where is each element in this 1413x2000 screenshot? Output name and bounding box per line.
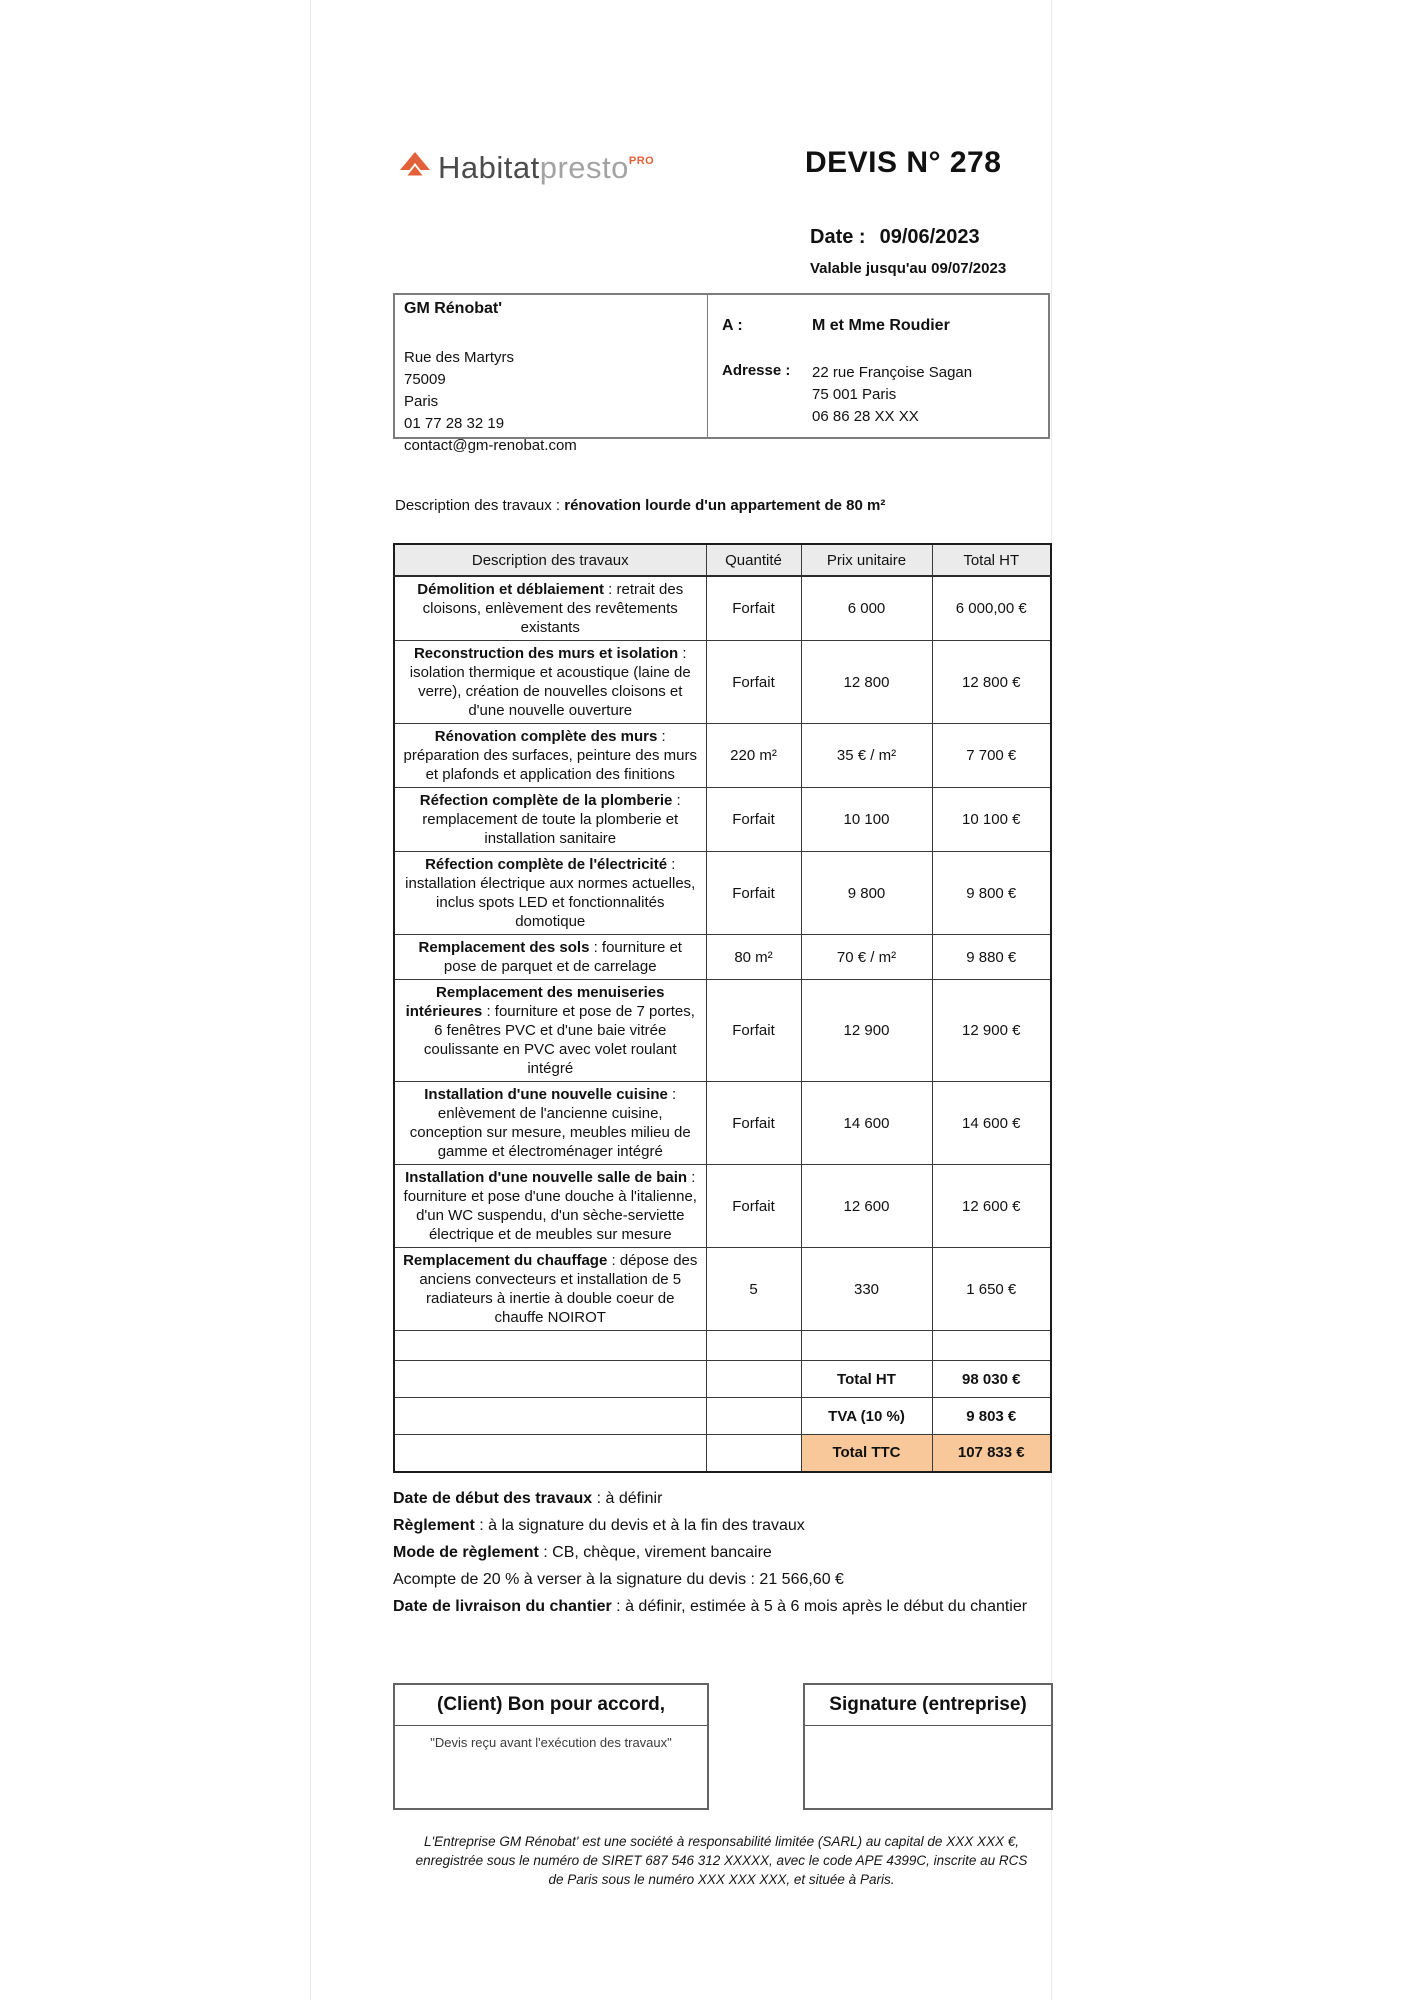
column-header-unit-price: Prix unitaire — [801, 544, 932, 576]
works-description-label: Description des travaux : — [395, 497, 565, 514]
total-row — [394, 1435, 1051, 1472]
brand-name-primary: Habitat — [438, 150, 540, 185]
total-label: TVA (10 %) — [801, 1398, 932, 1435]
brand-name-secondary: presto — [539, 150, 629, 185]
item-total: 1 650 € — [932, 1248, 1051, 1331]
term-label: Date de début des travaux — [393, 1490, 593, 1507]
date-label: Date : — [810, 226, 866, 248]
total-spacer-quantity — [706, 1398, 801, 1435]
item-unit-price: 35 € / m² — [801, 724, 932, 788]
item-title: Installation d'une nouvelle cuisine — [424, 1086, 668, 1103]
brand-pro-badge: PRO — [628, 155, 655, 167]
total-spacer-quantity — [706, 1435, 801, 1472]
item-title: Remplacement des menuiseries intérieures — [405, 984, 665, 1020]
item-description — [394, 724, 706, 788]
item-quantity: 5 — [706, 1248, 801, 1331]
client-name: M et Mme Roudier — [812, 317, 950, 334]
empty-cell — [706, 1331, 801, 1361]
client-signature-note: "Devis reçu avant l'exécution des travaux" — [430, 1735, 672, 1750]
term-text: : à la signature du devis et à la fin des travaux — [474, 1517, 805, 1534]
client-address-line1: 22 rue Françoise Sagan — [812, 364, 973, 381]
item-details: : remplacement de toute la plomberie et installation sanitaire — [422, 792, 681, 847]
item-details: : fourniture et pose de parquet et de carrelage — [443, 939, 682, 975]
item-row — [394, 1082, 1051, 1165]
item-quantity: Forfait — [706, 1165, 801, 1248]
footer-legal-text: L'Entreprise GM Rénobat' est une société à responsabilité limitée (SARL) au capital de XXX XXX €, enregistrée sous le numéro de SIRET 687 546 312 XXXXX, avec le code APE 4399C, inscrite au RCS de Paris sous le numéro XXX XXX XXX, et située à Paris. — [415, 1834, 1028, 1887]
table-header-row — [394, 544, 1051, 576]
item-total: 12 800 € — [932, 641, 1051, 724]
item-description — [394, 935, 706, 980]
term-text: : à définir — [592, 1490, 663, 1507]
total-row — [394, 1361, 1051, 1398]
item-title: Réfection complète de l'électricité — [425, 856, 668, 873]
item-unit-price: 12 600 — [801, 1165, 932, 1248]
column-header-total: Total HT — [932, 544, 1051, 576]
term-text: : à définir, estimée à 5 à 6 mois après le début du chantier — [611, 1598, 1028, 1615]
item-unit-price: 12 800 — [801, 641, 932, 724]
term-text: : CB, chèque, virement bancaire — [538, 1544, 772, 1561]
item-quantity: Forfait — [706, 641, 801, 724]
total-label: Total TTC — [801, 1435, 932, 1472]
item-unit-price: 9 800 — [801, 852, 932, 935]
column-header-quantity: Quantité — [706, 544, 801, 576]
item-title: Installation d'une nouvelle salle de bain — [405, 1169, 688, 1186]
client-address-block — [812, 362, 972, 428]
total-spacer-quantity — [706, 1361, 801, 1398]
item-title: Rénovation complète des murs — [434, 728, 658, 745]
empty-row — [394, 1331, 1051, 1361]
client-signature-title: (Client) Bon pour accord, — [395, 1685, 707, 1726]
item-description — [394, 1082, 706, 1165]
total-value: 9 803 € — [932, 1398, 1051, 1435]
item-description — [394, 980, 706, 1082]
item-quantity: Forfait — [706, 1082, 801, 1165]
item-title: Reconstruction des murs et isolation — [413, 645, 679, 662]
item-quantity: Forfait — [706, 788, 801, 852]
company-block — [404, 298, 577, 457]
item-row — [394, 788, 1051, 852]
item-row — [394, 576, 1051, 641]
item-quantity: 220 m² — [706, 724, 801, 788]
item-unit-price: 70 € / m² — [801, 935, 932, 980]
company-zip: 75009 — [404, 371, 446, 388]
item-row — [394, 724, 1051, 788]
item-row — [394, 980, 1051, 1082]
works-description-value: rénovation lourde d'un appartement de 80 m² — [564, 497, 886, 514]
item-details: : retrait des cloisons, enlèvement des revêtements existants — [422, 581, 684, 636]
company-street: Rue des Martyrs — [404, 349, 515, 366]
item-description — [394, 1248, 706, 1331]
parties-divider — [707, 295, 708, 437]
total-value: 107 833 € — [932, 1435, 1051, 1472]
term-label: Date de livraison du chantier — [393, 1598, 612, 1615]
item-details: : installation électrique aux normes actuelles, inclus spots LED et fonctionnalités domotique — [405, 856, 696, 930]
item-total: 14 600 € — [932, 1082, 1051, 1165]
item-quantity: Forfait — [706, 576, 801, 641]
empty-cell — [801, 1331, 932, 1361]
client-address-line2: 75 001 Paris — [812, 386, 897, 403]
item-unit-price: 12 900 — [801, 980, 932, 1082]
item-total: 9 800 € — [932, 852, 1051, 935]
house-arrow-icon — [399, 151, 438, 185]
column-header-description: Description des travaux — [394, 544, 706, 576]
item-title: Remplacement du chauffage — [403, 1252, 608, 1269]
total-row — [394, 1398, 1051, 1435]
item-details: : isolation thermique et acoustique (laine de verre), création de nouvelles cloisons et d'une nouvelle ouverture — [409, 645, 691, 719]
page-boundary-left — [310, 0, 311, 2000]
term-line — [393, 1516, 1027, 1535]
item-details: : fourniture et pose d'une douche à l'italienne, d'un WC suspendu, d'un sèche-serviette électrique et de meubles sur mesure — [403, 1169, 697, 1243]
client-address-label: Adresse : — [722, 362, 791, 379]
quote-items-table — [393, 543, 1052, 1473]
item-total: 12 600 € — [932, 1165, 1051, 1248]
item-details: : dépose des anciens convecteurs et installation de 5 radiateurs à inertie à double coeur de chauffe NOIROT — [419, 1252, 698, 1326]
item-quantity: Forfait — [706, 980, 801, 1082]
client-phone: 06 86 28 XX XX — [812, 408, 919, 425]
item-total: 10 100 € — [932, 788, 1051, 852]
term-line — [393, 1543, 1027, 1562]
term-text: Acompte de 20 % à verser à la signature du devis : 21 566,60 € — [393, 1571, 844, 1588]
company-signature-box — [803, 1683, 1053, 1810]
company-city: Paris — [404, 393, 439, 410]
date-value: 09/06/2023 — [879, 226, 980, 248]
devis-date — [810, 226, 980, 249]
works-description — [395, 497, 885, 514]
item-row — [394, 1165, 1051, 1248]
term-line — [393, 1597, 1027, 1616]
item-title: Réfection complète de la plomberie — [419, 792, 673, 809]
term-label: Règlement — [393, 1517, 475, 1534]
item-title: Démolition et déblaiement — [417, 581, 604, 598]
item-row — [394, 641, 1051, 724]
company-phone: 01 77 28 32 19 — [404, 415, 505, 432]
item-total: 12 900 € — [932, 980, 1051, 1082]
total-value: 98 030 € — [932, 1361, 1051, 1398]
company-name: GM Rénobat' — [404, 300, 503, 317]
item-unit-price: 14 600 — [801, 1082, 932, 1165]
company-signature-title: Signature (entreprise) — [805, 1685, 1051, 1726]
total-spacer-description — [394, 1435, 706, 1472]
item-description — [394, 641, 706, 724]
devis-title: DEVIS N° 278 — [805, 146, 1002, 179]
item-quantity: Forfait — [706, 852, 801, 935]
item-total: 7 700 € — [932, 724, 1051, 788]
total-spacer-description — [394, 1361, 706, 1398]
client-to-label: A : — [722, 317, 743, 334]
item-details: : préparation des surfaces, peinture des murs et plafonds et application des finitions — [403, 728, 697, 783]
item-description — [394, 1165, 706, 1248]
brand-logo — [399, 150, 654, 186]
empty-cell — [932, 1331, 1051, 1361]
brand-name — [438, 150, 654, 186]
item-quantity: 80 m² — [706, 935, 801, 980]
item-description — [394, 852, 706, 935]
term-line — [393, 1570, 1027, 1589]
item-description — [394, 576, 706, 641]
terms-block — [393, 1489, 1027, 1624]
item-title: Remplacement des sols — [418, 939, 590, 956]
total-label: Total HT — [801, 1361, 932, 1398]
item-total: 6 000,00 € — [932, 576, 1051, 641]
total-spacer-description — [394, 1398, 706, 1435]
item-unit-price: 10 100 — [801, 788, 932, 852]
item-unit-price: 330 — [801, 1248, 932, 1331]
item-row — [394, 852, 1051, 935]
footer-legal — [393, 1832, 1050, 1889]
item-total: 9 880 € — [932, 935, 1051, 980]
client-signature-box — [393, 1683, 709, 1810]
item-description — [394, 788, 706, 852]
company-email: contact@gm-renobat.com — [404, 437, 577, 454]
item-details: : enlèvement de l'ancienne cuisine, conception sur mesure, meubles milieu de gamme et électroménager intégré — [409, 1086, 691, 1160]
item-details: : fourniture et pose de 7 portes, 6 fenêtres PVC et d'une baie vitrée coulissante en PVC avec volet roulant intégré — [423, 1003, 695, 1077]
client-to-row — [722, 317, 950, 335]
parties-box — [393, 293, 1050, 454]
items-table-body — [394, 576, 1051, 1472]
item-unit-price: 6 000 — [801, 576, 932, 641]
validity-note: Valable jusqu'au 09/07/2023 — [810, 260, 1007, 277]
empty-cell — [394, 1331, 706, 1361]
term-label: Mode de règlement — [393, 1544, 539, 1561]
item-row — [394, 935, 1051, 980]
term-line — [393, 1489, 1027, 1508]
item-row — [394, 1248, 1051, 1331]
